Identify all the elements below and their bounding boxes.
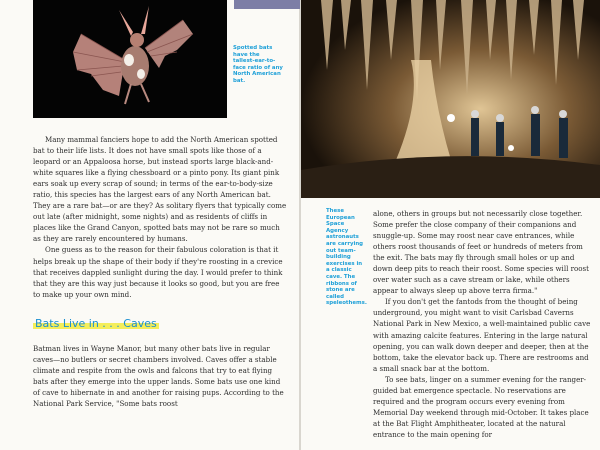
spotted-bat-photo	[33, 0, 227, 118]
left-body-text-caves	[33, 343, 287, 409]
cave-astronauts-photo	[301, 0, 600, 198]
section-heading	[33, 317, 159, 330]
paragraph-spotted-bat: Many mammal fanciers hope to add the North American spotted bat to their life lists. It does not have small spots like those of a leopard or an Appaloosa horse, but instead sports large black-and-white squares like a flying chessboard or a pinto pony. Its giant pink ears soak up every scrap of sound; in terms of the ear-to-body-size ratio, this species has the largest ears of any North American bat. They are a rare bat—or are they? As solitary flyers that typically come out late (after midnight, some nights) and as residents of cliffs in places like the Grand Canyon, spotted bats may not be rare so much as they are rarely encountered by humans.	[33, 135, 287, 244]
paragraph-coloration: One guess as to the reason for their fabulous coloration is that it helps break up the shape of their body if they're roosting in a crevice that receives dappled sunlight during the day. I would prefer to think that they are this way just because it looks so good, but you are free to make up your own mind.	[33, 245, 283, 299]
cave-photo-caption: These European Space Agency astronauts are carrying out team-building exercises in a classic cave. The ribbons of stone are called speleothems.	[326, 208, 367, 307]
bat-photo-caption: Spotted bats have the tallest-ear-to-face ratio of any North American bat.	[233, 45, 283, 84]
accent-bar	[234, 0, 300, 9]
paragraph-roost: alone, others in groups but not necessarily close together. Some prefer the close company of their companions and snuggle-up. Some may roost near cave entrances, while others roost thousands of feet or hundreds of meters from the exit. The bats may fly through small holes or up and down deep pits to reach their roost. Some species will roost over water such as a cave stream or lake, while others appear to always sleep up above terra firma."	[373, 209, 590, 296]
section-heading-text: Bats Live in . . . Caves	[35, 317, 157, 330]
paragraph-bat-emergence: To see bats, linger on a summer evening for the ranger-guided bat emergence spectacle. No reservations are required and the program occurs every evening from Memorial Day weekend through mid-October. It takes place at the Bat Flight Amphitheater, located at the natural entrance to the main opening for	[373, 374, 589, 439]
right-body-text	[373, 208, 593, 440]
paragraph-batman: Batman lives in Wayne Manor, but many other bats live in regular caves—no butlers or secret chambers involved. Caves offer a stable climate and respite from the owls and falcons that try to eat flying bats after they emerge into the upper lands. Some bats use one kind of cave to hibernate in and another for raising pups. According to the National Park Service, "Some bats roost	[33, 344, 284, 409]
paragraph-carlsbad: If you don't get the fantods from the thought of being underground, you might want to visit Carlsbad Caverns National Park in New Mexico, a well-maintained public cave with amazing calcite features. Entering in the large natural opening, you can walk down deeper and deeper, then at the bottom, take the elevator back up. There are restrooms and a small snack bar at the bottom.	[373, 297, 591, 373]
left-body-text	[33, 134, 287, 300]
